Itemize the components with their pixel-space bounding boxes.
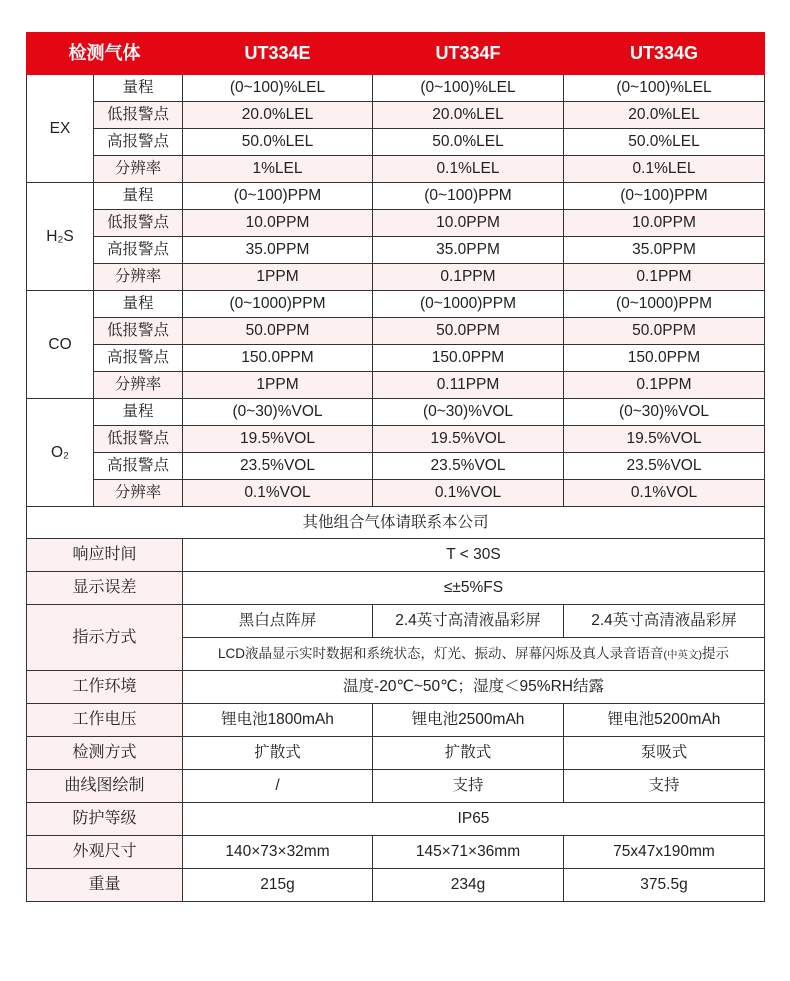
size-row (27, 836, 765, 869)
param-label: 分辨率 (94, 264, 183, 291)
param-label: 量程 (94, 399, 183, 426)
value-cell: 0.1%VOL (373, 480, 564, 507)
param-label: 高报警点 (94, 129, 183, 156)
note-text: 其他组合气体请联系本公司 (27, 507, 765, 539)
gas-row (27, 480, 765, 507)
gas-row (27, 318, 765, 345)
value-cell: 0.1PPM (373, 264, 564, 291)
value-cell: 50.0%LEL (183, 129, 373, 156)
param-label: 分辨率 (94, 372, 183, 399)
gas-row (27, 372, 765, 399)
header-gas: 检测气体 (27, 33, 183, 75)
row-value: 145×71×36mm (373, 836, 564, 869)
value-cell: (0~100)PPM (564, 183, 765, 210)
environment-row (27, 671, 765, 704)
value-cell: 20.0%LEL (183, 102, 373, 129)
row-value: 锂电池1800mAh (183, 704, 373, 737)
gas-name: O₂ (27, 399, 94, 507)
value-cell: (0~100)%LEL (373, 75, 564, 102)
value-cell: 10.0PPM (564, 210, 765, 237)
row-value: 234g (373, 869, 564, 902)
row-value: 扩散式 (183, 737, 373, 770)
error-row (27, 572, 765, 605)
header-model: UT334E (183, 33, 373, 75)
value-cell: 50.0%LEL (373, 129, 564, 156)
gas-row (27, 453, 765, 480)
protection-row (27, 803, 765, 836)
detection-row (27, 737, 765, 770)
indication-desc (183, 638, 765, 671)
value-cell: (0~100)PPM (183, 183, 373, 210)
row-label: 重量 (27, 869, 183, 902)
value-cell: 23.5%VOL (373, 453, 564, 480)
gas-row (27, 156, 765, 183)
row-value: IP65 (183, 803, 765, 836)
param-label: 量程 (94, 183, 183, 210)
header-model: UT334G (564, 33, 765, 75)
param-label: 低报警点 (94, 210, 183, 237)
row-label: 曲线图绘制 (27, 770, 183, 803)
row-value: 75x47x190mm (564, 836, 765, 869)
value-cell: (0~100)%LEL (183, 75, 373, 102)
gas-row (27, 102, 765, 129)
gas-name: EX (27, 75, 94, 183)
param-label: 低报警点 (94, 426, 183, 453)
gas-row (27, 291, 765, 318)
row-value: 375.5g (564, 869, 765, 902)
param-label: 分辨率 (94, 156, 183, 183)
weight-row (27, 869, 765, 902)
desc-small: (中英文) (663, 648, 702, 661)
header-model: UT334F (373, 33, 564, 75)
value-cell: 1PPM (183, 372, 373, 399)
row-value: 2.4英寸高清液晶彩屏 (564, 605, 765, 638)
row-value: 215g (183, 869, 373, 902)
row-value: 140×73×32mm (183, 836, 373, 869)
row-label: 工作环境 (27, 671, 183, 704)
value-cell: 1PPM (183, 264, 373, 291)
desc-end: 提示 (702, 645, 729, 661)
gas-row (27, 399, 765, 426)
row-value: 2.4英寸高清液晶彩屏 (373, 605, 564, 638)
value-cell: 150.0PPM (183, 345, 373, 372)
value-cell: 35.0PPM (373, 237, 564, 264)
row-value: 支持 (373, 770, 564, 803)
value-cell: 0.11PPM (373, 372, 564, 399)
value-cell: 35.0PPM (564, 237, 765, 264)
gas-row (27, 426, 765, 453)
value-cell: 150.0PPM (564, 345, 765, 372)
gas-row (27, 264, 765, 291)
gas-name: CO (27, 291, 94, 399)
value-cell: 1%LEL (183, 156, 373, 183)
value-cell: 0.1%LEL (373, 156, 564, 183)
row-value: 锂电池2500mAh (373, 704, 564, 737)
row-label: 响应时间 (27, 539, 183, 572)
value-cell: 50.0PPM (564, 318, 765, 345)
gas-row (27, 237, 765, 264)
row-label: 指示方式 (27, 605, 183, 671)
value-cell: (0~30)%VOL (564, 399, 765, 426)
desc-main: LCD液晶显示实时数据和系统状态，灯光、振动、屏幕闪烁及真人录音语音 (217, 645, 664, 661)
value-cell: 50.0%LEL (564, 129, 765, 156)
value-cell: 23.5%VOL (183, 453, 373, 480)
value-cell: (0~30)%VOL (183, 399, 373, 426)
value-cell: 50.0PPM (183, 318, 373, 345)
gas-row (27, 183, 765, 210)
value-cell: (0~1000)PPM (564, 291, 765, 318)
value-cell: 19.5%VOL (183, 426, 373, 453)
value-cell: 19.5%VOL (373, 426, 564, 453)
header-row (27, 33, 765, 75)
value-cell: 19.5%VOL (564, 426, 765, 453)
value-cell: 23.5%VOL (564, 453, 765, 480)
param-label: 高报警点 (94, 237, 183, 264)
value-cell: 150.0PPM (373, 345, 564, 372)
value-cell: 50.0PPM (373, 318, 564, 345)
value-cell: 0.1%VOL (564, 480, 765, 507)
row-value: / (183, 770, 373, 803)
indication-row (27, 605, 765, 638)
param-label: 高报警点 (94, 453, 183, 480)
value-cell: (0~100)%LEL (564, 75, 765, 102)
value-cell: 0.1%LEL (564, 156, 765, 183)
value-cell: 20.0%LEL (564, 102, 765, 129)
voltage-row (27, 704, 765, 737)
row-value: T < 30S (183, 539, 765, 572)
spec-table (26, 32, 765, 902)
value-cell: 10.0PPM (183, 210, 373, 237)
value-cell: (0~30)%VOL (373, 399, 564, 426)
note-row (27, 507, 765, 539)
value-cell: 20.0%LEL (373, 102, 564, 129)
row-label: 工作电压 (27, 704, 183, 737)
param-label: 量程 (94, 75, 183, 102)
row-value: ≤±5%FS (183, 572, 765, 605)
row-label: 显示误差 (27, 572, 183, 605)
value-cell: (0~100)PPM (373, 183, 564, 210)
value-cell: (0~1000)PPM (183, 291, 373, 318)
row-label: 防护等级 (27, 803, 183, 836)
param-label: 低报警点 (94, 102, 183, 129)
param-label: 量程 (94, 291, 183, 318)
param-label: 高报警点 (94, 345, 183, 372)
gas-row (27, 129, 765, 156)
row-value: 锂电池5200mAh (564, 704, 765, 737)
param-label: 分辨率 (94, 480, 183, 507)
gas-row (27, 210, 765, 237)
param-label: 低报警点 (94, 318, 183, 345)
row-value: 泵吸式 (564, 737, 765, 770)
gas-row (27, 75, 765, 102)
row-label: 外观尺寸 (27, 836, 183, 869)
gas-name: H₂S (27, 183, 94, 291)
value-cell: 0.1PPM (564, 372, 765, 399)
value-cell: 10.0PPM (373, 210, 564, 237)
row-value: 黑白点阵屏 (183, 605, 373, 638)
response-row (27, 539, 765, 572)
row-label: 检测方式 (27, 737, 183, 770)
curve-row (27, 770, 765, 803)
row-value: 温度-20℃~50℃；湿度＜95%RH结露 (183, 671, 765, 704)
value-cell: 0.1PPM (564, 264, 765, 291)
row-value: 支持 (564, 770, 765, 803)
value-cell: 0.1%VOL (183, 480, 373, 507)
value-cell: (0~1000)PPM (373, 291, 564, 318)
gas-row (27, 345, 765, 372)
value-cell: 35.0PPM (183, 237, 373, 264)
row-value: 扩散式 (373, 737, 564, 770)
